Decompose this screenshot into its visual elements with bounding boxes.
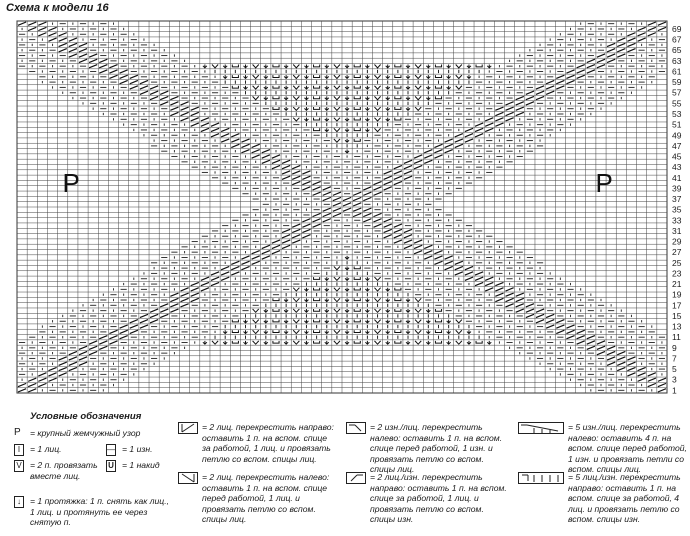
arrow-down-icon: ↓ bbox=[14, 496, 24, 508]
row-number-label: 49 bbox=[672, 130, 682, 141]
row-number-label: 1 bbox=[672, 385, 677, 396]
legend-text: = 2 лиц. перекрестить направо: оставить 1 п. на вспом. спице за работой, 1 лиц. и провязать петлю со вспом. спицы лиц. bbox=[202, 422, 334, 464]
row-number-label: 13 bbox=[672, 321, 682, 332]
row-number-label: 19 bbox=[672, 289, 682, 300]
row-number-label: 33 bbox=[672, 215, 682, 226]
legend-text: = 1 изн. bbox=[122, 444, 153, 454]
row-number-label: 55 bbox=[672, 98, 682, 109]
chart-title: Схема к модели 16 bbox=[6, 2, 109, 14]
legend-text: = 2 лиц./изн. перекрестить направо: оставить 1 п. на вспом. спице за работой, 1 лиц. и провязать петлю со вспом. спицы изн. bbox=[370, 472, 507, 524]
legend bbox=[0, 400, 690, 536]
row-number-label: 59 bbox=[672, 77, 682, 88]
legend-text: = 2 п. провязать вместе лиц. bbox=[30, 460, 98, 481]
legend-text: = 2 изн./лиц. перекрестить налево: оставить 1 п. на вспом. спице перед работой, 1 изн. и провязать петлю со вспом. спицы лиц. bbox=[370, 422, 503, 474]
row-number-label: 17 bbox=[672, 300, 682, 311]
row-number-label: 65 bbox=[672, 45, 682, 56]
row-number-label: 23 bbox=[672, 268, 682, 279]
row-number-label: 9 bbox=[672, 342, 677, 353]
row-number-label: 67 bbox=[672, 34, 682, 45]
legend-text: = крупный жемчужный узор bbox=[30, 428, 141, 438]
row-number-label: 3 bbox=[672, 374, 677, 385]
row-number-label: 57 bbox=[672, 87, 682, 98]
row-number-label: 31 bbox=[672, 225, 682, 236]
legend-text: = 1 протяжка: 1 п. снять как лиц., 1 лиц. и протянуть ее через снятую п. bbox=[30, 496, 169, 527]
row-number-label: 69 bbox=[672, 23, 682, 34]
row-number-label: 7 bbox=[672, 353, 677, 364]
row-number-label: 37 bbox=[672, 194, 682, 205]
k2tog-symbol: V bbox=[14, 460, 24, 472]
legend-text: = 5 лиц./изн. перекрестить направо: оставить 1 п. на вспом. спице за работой, 4 лиц. и провязать петлю со вспом. спицы изн. bbox=[568, 472, 681, 524]
legend-text: = 1 накид bbox=[122, 460, 160, 470]
row-number-label: 43 bbox=[672, 162, 682, 173]
pearl-pattern-marker: P bbox=[595, 168, 613, 199]
row-number-label: 27 bbox=[672, 247, 682, 258]
legend-heading: Условные обозначения bbox=[30, 411, 142, 422]
row-number-label: 61 bbox=[672, 66, 682, 77]
row-number-label: 63 bbox=[672, 55, 682, 66]
row-number-label: 53 bbox=[672, 109, 682, 119]
row-number-label: 51 bbox=[672, 119, 682, 130]
row-number-label: 21 bbox=[672, 279, 682, 290]
cross-right-icon bbox=[178, 422, 198, 434]
legend-text: = 5 изн./лиц. перекрестить налево: оставить 4 п. на вспом. спице перед работой, 1 изн. и провязать петли со вспом. спицы лиц. bbox=[568, 422, 687, 474]
row-number-label: 25 bbox=[672, 257, 682, 268]
row-number-label: 39 bbox=[672, 183, 682, 194]
pearl-pattern-marker: P bbox=[62, 168, 80, 199]
row-number-label: 29 bbox=[672, 236, 682, 247]
cross-right-5-icon bbox=[518, 472, 564, 484]
yarn-over-symbol: U bbox=[106, 460, 116, 472]
row-number-label: 35 bbox=[672, 204, 682, 215]
row-number-label: 15 bbox=[672, 310, 682, 321]
cross-left-icon bbox=[178, 472, 198, 484]
row-number-label: 47 bbox=[672, 140, 682, 151]
pearl-symbol: P bbox=[14, 427, 21, 438]
row-number-label: 45 bbox=[672, 151, 682, 162]
legend-text: = 1 лиц. bbox=[30, 444, 62, 454]
cross-left-5-icon bbox=[518, 422, 564, 434]
cross-left-purl-icon bbox=[346, 422, 366, 434]
row-number-label: 11 bbox=[672, 332, 681, 343]
knit-symbol: I bbox=[14, 444, 24, 456]
row-number-label: 5 bbox=[672, 364, 677, 375]
legend-text: = 2 лиц. перекрестить налево: оставить 1 п. на вспом. спице перед работой, 1 лиц. и провязать петлю со вспом. спицы лиц. bbox=[202, 472, 330, 524]
cross-right-purl-icon bbox=[346, 472, 366, 484]
purl-symbol: — bbox=[107, 445, 115, 454]
row-number-label: 41 bbox=[672, 172, 682, 183]
